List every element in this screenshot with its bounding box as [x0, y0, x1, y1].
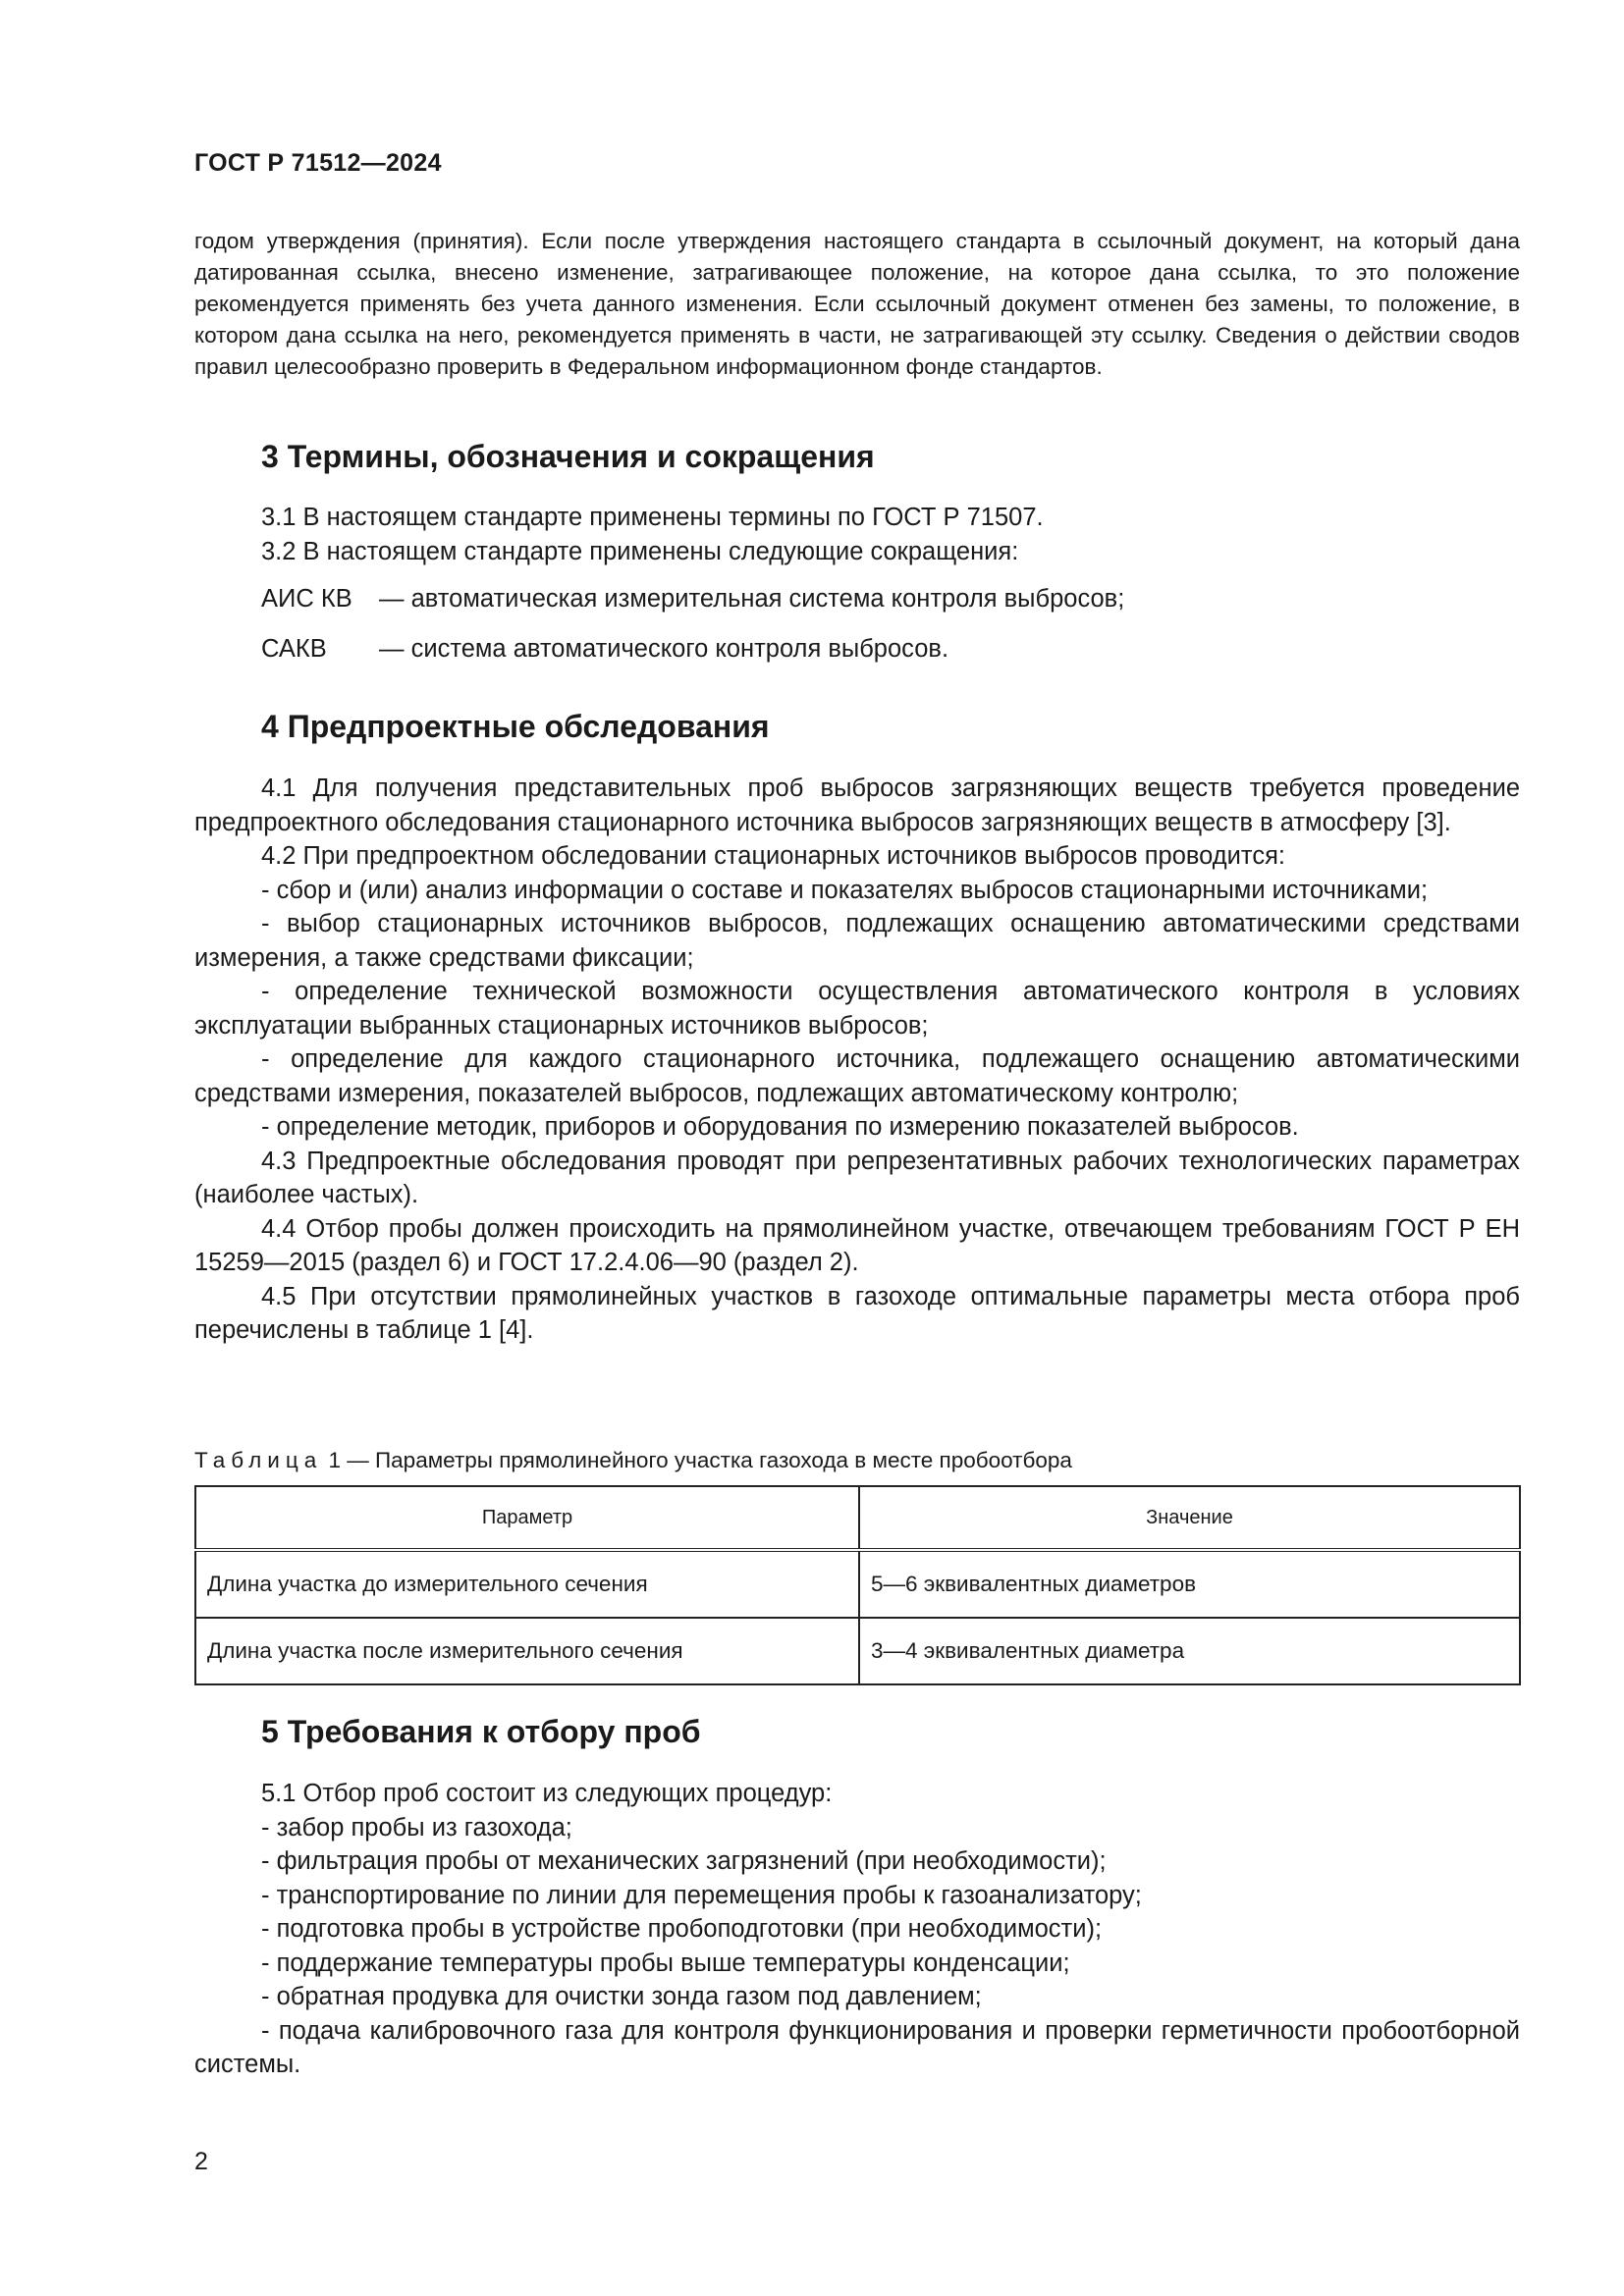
section-4-title: 4 Предпроектные обследования	[261, 709, 770, 744]
abbreviation-term: АИС КВ	[261, 585, 352, 613]
list-item: - подача калибровочного газа для контроля функционирования и проверки герметичности пробоотборной системы.	[194, 2016, 1520, 2078]
column-header: Параметр	[195, 1486, 859, 1550]
abbreviation-definition: — система автоматического контроля выбросов.	[379, 634, 949, 663]
parameters-table	[194, 1485, 1521, 1685]
table-header-row	[195, 1486, 1520, 1550]
list-item: - фильтрация пробы от механических загрязнений (при необходимости);	[261, 1847, 1107, 1875]
table-caption	[194, 1446, 1072, 1475]
document-code-header: ГОСТ Р 71512—2024	[194, 149, 442, 177]
table-caption-label: Таблица	[194, 1448, 323, 1472]
list-item: - поддержание температуры пробы выше температуры конденсации;	[261, 1949, 1070, 1977]
section-3-title: 3 Термины, обозначения и сокращения	[261, 439, 875, 474]
table-cell: Длина участка до измерительного сечения	[195, 1550, 859, 1618]
list-item: - забор пробы из газохода;	[261, 1813, 572, 1842]
paragraph-4-2: 4.2 При предпроектном обследовании стационарных источников выбросов проводится:	[261, 842, 1285, 870]
page-number: 2	[194, 2148, 208, 2175]
list-item: - определение технической возможности осуществления автоматического контроля в условиях эксплуатации выбранных стационарных источников выбросов;	[194, 978, 1520, 1040]
list-item: - определение для каждого стационарного источника, подлежащего оснащению автоматическими средствами измерения, показателей выбросов, подлежащих автоматическому контролю;	[194, 1045, 1520, 1107]
abbreviation-definition: — автоматическая измерительная система контроля выбросов;	[379, 585, 1125, 613]
abbreviation-term: САКВ	[261, 634, 327, 663]
table-row	[195, 1550, 1520, 1618]
table-cell: Длина участка после измерительного сечения	[195, 1618, 859, 1684]
paragraph-3-2: 3.2 В настоящем стандарте применены следующие сокращения:	[261, 537, 1019, 565]
section-3-body	[194, 501, 1520, 666]
paragraph-4-1: 4.1 Для получения представительных проб выбросов загрязняющих веществ требуется проведение предпроектного обследования стационарного источника выбросов загрязняющих веществ в атмосферу [3].	[194, 774, 1520, 836]
paragraph-5-1: 5.1 Отбор проб состоит из следующих процедур:	[261, 1780, 833, 1807]
table-row	[195, 1618, 1520, 1684]
column-header: Значение	[859, 1486, 1520, 1550]
section-4-body	[194, 772, 1520, 1348]
abbreviation-row	[194, 582, 1520, 616]
paragraph-4-4: 4.4 Отбор пробы должен происходить на прямолинейном участке, отвечающем требованиям ГОСТ Р ЕН 15259—2015 (раздел 6) и ГОСТ 17.2.4.06—90 (раздел 2).	[194, 1214, 1520, 1276]
table-cell: 3—4 эквивалентных диаметра	[859, 1618, 1520, 1684]
intro-paragraph: годом утверждения (принятия). Если после утверждения настоящего стандарта в ссылочный документ, на который дана датированная ссылка, внесено изменение, затрагивающее положение, на которое дана ссылка, то это положение рекомендуется применять без учета данного изменения. Если ссылочный документ отменен без замены, то положение, в котором дана ссылка на него, рекомендуется применять в части, не затрагивающей эту ссылку. Сведения о действии сводов правил целесообразно проверить в Федеральном информационном фонде стандартов.	[194, 229, 1520, 379]
list-item: - выбор стационарных источников выбросов, подлежащих оснащению автоматическими средствами измерения, а также средствами фиксации;	[194, 910, 1520, 972]
paragraph-3-1: 3.1 В настоящем стандарте применены термины по ГОСТ Р 71507.	[261, 504, 1044, 531]
table-caption-text: 1 — Параметры прямолинейного участка газохода в месте пробоотбора	[322, 1448, 1072, 1472]
paragraph-4-3: 4.3 Предпроектные обследования проводят при репрезентативных рабочих технологических параметрах (наиболее частых).	[194, 1147, 1520, 1208]
abbreviation-row	[194, 632, 1520, 667]
list-item: - сбор и (или) анализ информации о составе и показателях выбросов стационарными источниками;	[261, 876, 1429, 904]
list-item: - определение методик, приборов и оборудования по измерению показателей выбросов.	[261, 1113, 1299, 1141]
paragraph-4-5: 4.5 При отсутствии прямолинейных участков в газоходе оптимальные параметры места отбора проб перечислены в таблице 1 [4].	[194, 1282, 1520, 1344]
list-item: - транспортирование по линии для перемещения пробы к газоанализатору;	[261, 1881, 1142, 1909]
list-item: - обратная продувка для очистки зонда газом под давлением;	[261, 1983, 982, 2010]
table-cell: 5—6 эквивалентных диаметров	[859, 1550, 1520, 1618]
list-item: - подготовка пробы в устройстве пробоподготовки (при необходимости);	[261, 1915, 1103, 1943]
section-5-title: 5 Требования к отбору проб	[261, 1714, 701, 1749]
section-5-body	[194, 1777, 1520, 2082]
